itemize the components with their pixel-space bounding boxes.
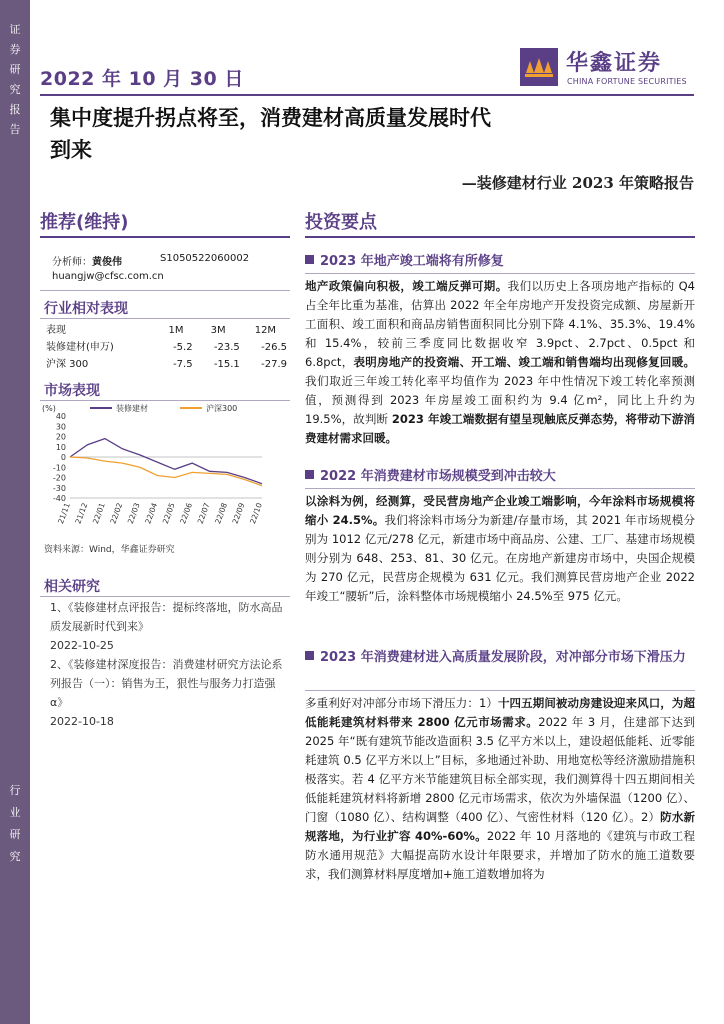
x-tick-label: 22/03 [125,501,142,526]
sidebar [0,0,30,1024]
report-title: 集中度提升拐点将至，消费建材高质量发展时代 到来 [50,105,491,162]
sidebar-char: 究 [9,850,21,863]
chart-source: 资料来源：Wind，华鑫证券研究 [44,545,175,555]
x-tick-label: 22/10 [248,501,264,526]
market-chart [40,402,290,540]
sidebar-char: 业 [9,806,21,819]
analyst: 分析师：黄俊伟 [52,257,122,268]
table-cell: -26.5 [261,342,287,353]
related-heading: 相关研究 [44,579,100,595]
y-tick-label: 40 [55,412,66,421]
points-rule [305,236,695,238]
divider [40,318,290,319]
column-header: 表现 [46,325,66,336]
y-tick-label: -10 [52,463,66,473]
divider [40,596,290,597]
table-row [44,339,289,356]
sidebar-char: 告 [9,123,21,136]
sidebar-char: 报 [9,103,21,116]
series-line-2 [70,457,262,486]
table-header-row [44,322,289,339]
x-tick-label: 22/08 [213,501,229,526]
sidebar-top-label [0,20,30,140]
point-body: 以涂料为例，经测算，受民营房地产企业竣工端影响，今年涂料市场规模将缩小 24.5%。我们将涂料市场分为新建/存量市场，其 2021 年市场规模分别为 1012 亿元/278 亿元，新建市场中商品房、公建、工厂、基建市场规模则分别为 648、253、81、30 亿元。在房地产新建房市场中，央国企规模为 270 亿元，民营房企规模为 631 亿元。我们测算民营房地产企业 2022 年竣工“腰斩”后，涂料整体市场规模缩小 24.5%至 975 亿元。 [305,494,695,603]
performance-table [44,322,289,373]
y-tick-label: -40 [52,494,66,503]
table-cell: 装修建材(申万) [46,342,114,353]
market-heading: 市场表现 [44,383,100,399]
legend-label: 装修建材 [116,404,148,413]
point-heading: 2023 年消费建材进入高质量发展阶段，对冲部分市场下滑压力 [305,648,695,668]
logo-icon [520,48,558,86]
y-tick-label: 10 [55,442,66,452]
divider [40,290,290,291]
point-heading: 2022 年消费建材市场规模受到冲击较大 [305,467,695,487]
related-list [50,598,285,731]
performance-heading: 行业相对表现 [44,301,128,317]
table-row [44,356,289,373]
point-rule [305,273,695,274]
x-tick-label: 22/06 [178,501,195,526]
table-cell: -7.5 [173,359,193,370]
sidebar-char: 研 [9,63,21,76]
table-cell: -27.9 [261,359,287,370]
x-tick-label: 22/07 [195,501,212,526]
x-tick-label: 21/12 [73,501,90,526]
y-tick-label: 30 [55,422,66,432]
point-body: 多重利好对冲部分市场下滑压力：1）十四五期间被动房建设迎来风口，为超低能耗建筑材料带来 2800 亿元市场需求。2022 年 3 月，住建部下达到 2025 年“既有建筑节能改造面积 3.5 亿平方米以上，建设超低能耗、近零能耗建筑 0.5 亿平方米以上”目标，多地通过补助、用地宽松等经济激励措施积极落实。若 4 亿平方米节能建筑目标全部实现，我们测算得十四五期间相关低能耗建筑材料将新增 2800 亿元市场需求，依次为外墙保温（1200 亿）、门窗（1080 亿）、结构调整（400 亿）、气密性材料（120 亿）。2）防水新规落地，为行业扩容 40%-60%。2022 年 10 月落地的《建筑与市政工程防水通用规范》大幅提高防水设计年限要求，并增加了防水的施工道数要求，我们测算材料厚度增加+施工道数增加将为 [305,696,696,881]
y-tick-label: -30 [52,483,66,493]
y-tick-label: 0 [60,453,66,462]
rating: 推荐(维持) [40,212,129,233]
x-tick-label: 21/11 [56,501,72,526]
legend-label: 沪深300 [206,404,238,413]
column-header: 1M [168,325,184,336]
y-tick-label: 20 [55,432,66,442]
investment-points-title: 投资要点 [305,212,377,233]
point-heading: 2023 年地产竣工端将有所修复 [305,252,695,272]
related-item[interactable]: 2、《装修建材深度报告：消费建材研究方法论系列报告（一）：销售为王，狠性与服务力打造强 α》 [50,658,283,709]
x-tick-label: 22/02 [108,501,125,526]
sidebar-char: 研 [9,828,21,841]
square-bullet-icon [305,651,314,660]
y-tick-label: -20 [52,473,66,483]
x-tick-label: 22/09 [230,501,247,526]
logo-text: 华鑫证券 [566,51,663,76]
logo-text-en: CHINA FORTUNE SECURITIES [567,77,687,86]
x-tick-label: 22/01 [90,501,107,526]
related-date: 2022-10-25 [50,639,114,652]
table-cell: -15.1 [213,359,240,370]
x-tick-label: 22/04 [143,501,160,526]
column-header: 12M [254,325,277,336]
header-rule [40,94,694,96]
point-rule [305,690,695,691]
x-tick-label: 22/05 [160,501,177,526]
analyst-email[interactable]: huangjw@cfsc.com.cn [52,271,164,282]
point-body: 地产政策偏向积极，竣工端反弹可期。我们以历史上各项房地产指标的 Q4 占全年比重为基准，估算出 2022 年全年房地产开发投资完成额、房屋新开工面积、竣工面积和商品房销售面积同比分别下降 4.1%、35.3%、19.4%和 15.4%，较前三季度同比数据收窄 3.9pct、2.7pct、0.5pct 和 6.8pct，表明房地产的投资端、开工端、竣工端和销售端均出现修复回暖。我们取近三年竣工转化率平均值作为 2023 年中性情况下竣工转化率预测值，预测得到 2023 年房屋竣工面积约为 9.4 亿m²，同比上升约为 19.5%，故判断 2023 年竣工端数据有望呈现触底反弹态势，将带动下游消费建材需求回暖。 [305,279,696,445]
sidebar-char: 究 [9,83,21,96]
square-bullet-icon [305,255,314,264]
analyst-id: S1050522060002 [160,253,250,264]
sidebar-char: 证 [9,23,21,36]
square-bullet-icon [305,470,314,479]
sidebar-bottom-label [0,780,30,868]
table-cell: -5.2 [173,342,193,353]
table-cell: -23.5 [213,342,240,353]
report-subtitle: —装修建材行业 2023 年策略报告 [461,174,694,192]
related-item[interactable]: 1、《装修建材点评报告：提标终落地，防水高品质发展新时代到来》 [50,601,283,633]
divider [40,400,290,401]
related-date: 2022-10-18 [50,715,114,728]
sidebar-char: 券 [9,43,21,56]
sidebar-char: 行 [9,784,21,797]
rating-rule [40,236,290,238]
report-date: 2022 年 10 月 30 日 [40,68,244,90]
point-rule [305,488,695,489]
column-header: 3M [210,325,226,336]
y-axis-label: (%) [42,404,56,413]
table-cell: 沪深 300 [46,359,89,370]
